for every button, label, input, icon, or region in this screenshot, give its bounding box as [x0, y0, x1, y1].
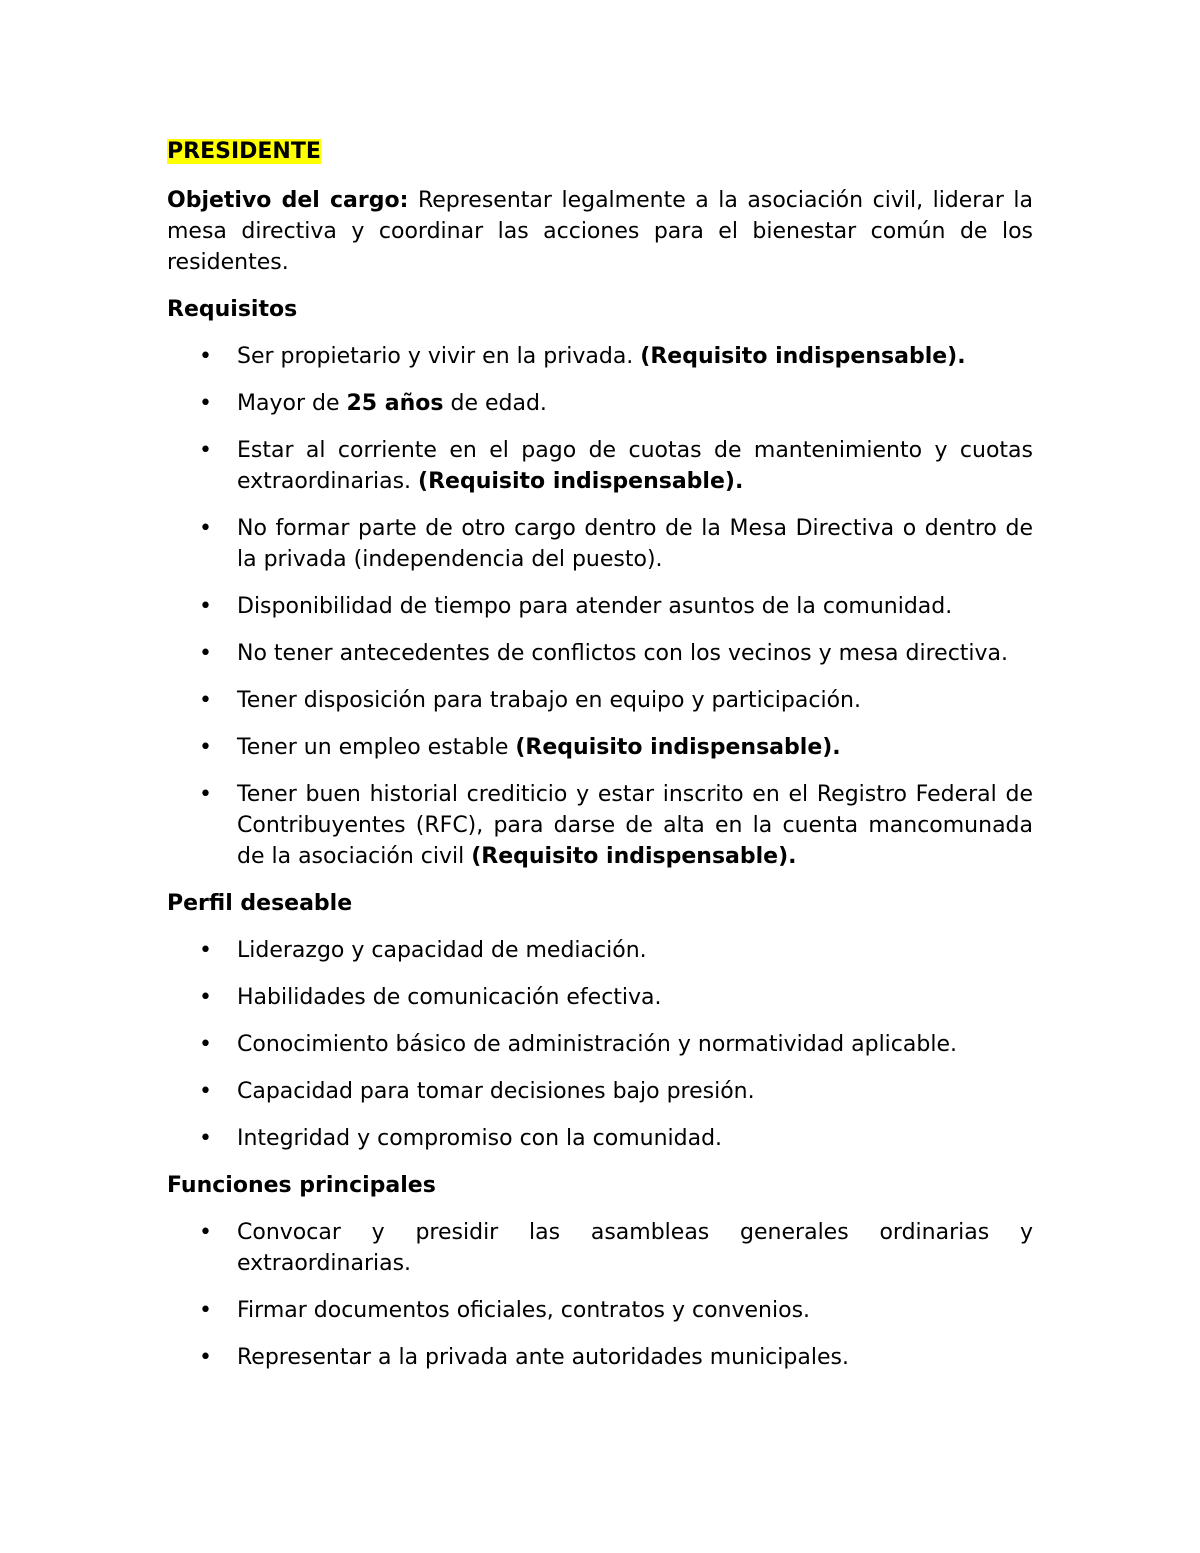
- list-item: [167, 388, 1033, 419]
- bullet-icon: •: [199, 1079, 212, 1104]
- item-text: Habilidades de comunicación efectiva.: [237, 985, 662, 1010]
- item-bold: 25 años: [346, 391, 444, 416]
- item-bold: (Requisito indispensable).: [418, 469, 744, 494]
- bullet-icon: •: [199, 1126, 212, 1151]
- item-text: Representar a la privada ante autoridades municipales.: [237, 1345, 849, 1370]
- objective-text: Representar legalmente a la asociación civil, liderar la mesa directiva y coordinar las acciones para el bienestar común de los residentes.: [167, 188, 1033, 275]
- item-text: Capacidad para tomar decisiones bajo presión.: [237, 1079, 755, 1104]
- bullet-icon: •: [199, 1345, 212, 1370]
- perfil-heading: Perfil deseable: [167, 891, 353, 916]
- item-text: No formar parte de otro cargo dentro de la Mesa Directiva o dentro de la privada (independencia del puesto).: [237, 516, 1033, 572]
- bullet-icon: •: [199, 438, 212, 463]
- funciones-heading: Funciones principales: [167, 1173, 436, 1198]
- bullet-icon: •: [199, 938, 212, 963]
- bullet-icon: •: [199, 391, 212, 416]
- list-item: [167, 1076, 1033, 1107]
- list-item: [167, 1217, 1033, 1279]
- requisitos-list: [167, 341, 1033, 872]
- list-item: [167, 685, 1033, 716]
- list-item: [167, 341, 1033, 372]
- item-text: Convocar y presidir las asambleas generales ordinarias y extraordinarias.: [237, 1220, 1033, 1276]
- bullet-icon: •: [199, 641, 212, 666]
- requisitos-heading: Requisitos: [167, 297, 298, 322]
- item-bold: (Requisito indispensable).: [471, 844, 797, 869]
- bullet-icon: •: [199, 1032, 212, 1057]
- page-title: [167, 136, 1033, 167]
- list-item: [167, 935, 1033, 966]
- bullet-icon: •: [199, 688, 212, 713]
- list-item: [167, 779, 1033, 872]
- item-text: No tener antecedentes de conflictos con los vecinos y mesa directiva.: [237, 641, 1009, 666]
- bullet-icon: •: [199, 516, 212, 541]
- bullet-icon: •: [199, 1298, 212, 1323]
- item-bold: (Requisito indispensable).: [515, 735, 841, 760]
- list-item: [167, 1295, 1033, 1326]
- item-bold: (Requisito indispensable).: [640, 344, 966, 369]
- list-item: [167, 1123, 1033, 1154]
- item-text: Conocimiento básico de administración y normatividad aplicable.: [237, 1032, 957, 1057]
- list-item: [167, 591, 1033, 622]
- item-text: Tener buen historial crediticio y estar inscrito en el Registro Federal de Contribuyentes (RFC), para darse de alta en la cuenta mancomunada de la asociación civil: [237, 782, 1033, 869]
- perfil-list: [167, 935, 1033, 1154]
- bullet-icon: •: [199, 594, 212, 619]
- bullet-icon: •: [199, 782, 212, 807]
- list-item: [167, 732, 1033, 763]
- item-text: Ser propietario y vivir en la privada.: [237, 344, 641, 369]
- item-text: Estar al corriente en el pago de cuotas de mantenimiento y cuotas extraordinarias.: [237, 438, 1033, 494]
- list-item: [167, 513, 1033, 575]
- document-body: [167, 136, 1033, 1389]
- objective-label: Objetivo del cargo:: [167, 188, 409, 213]
- item-text: Tener un empleo estable: [237, 735, 516, 760]
- title-highlight: PRESIDENTE: [167, 139, 321, 164]
- item-text-post: de edad.: [443, 391, 547, 416]
- item-text: Mayor de: [237, 391, 347, 416]
- list-item: [167, 638, 1033, 669]
- objective-paragraph: [167, 185, 1033, 278]
- bullet-icon: •: [199, 1220, 212, 1245]
- item-text: Disponibilidad de tiempo para atender asuntos de la comunidad.: [237, 594, 953, 619]
- bullet-icon: •: [199, 985, 212, 1010]
- item-text: Tener disposición para trabajo en equipo y participación.: [237, 688, 861, 713]
- list-item: [167, 1029, 1033, 1060]
- list-item: [167, 982, 1033, 1013]
- funciones-list: [167, 1217, 1033, 1373]
- list-item: [167, 1342, 1033, 1373]
- item-text: Liderazgo y capacidad de mediación.: [237, 938, 647, 963]
- bullet-icon: •: [199, 735, 212, 760]
- bullet-icon: •: [199, 344, 212, 369]
- list-item: [167, 435, 1033, 497]
- item-text: Firmar documentos oficiales, contratos y convenios.: [237, 1298, 811, 1323]
- item-text: Integridad y compromiso con la comunidad.: [237, 1126, 723, 1151]
